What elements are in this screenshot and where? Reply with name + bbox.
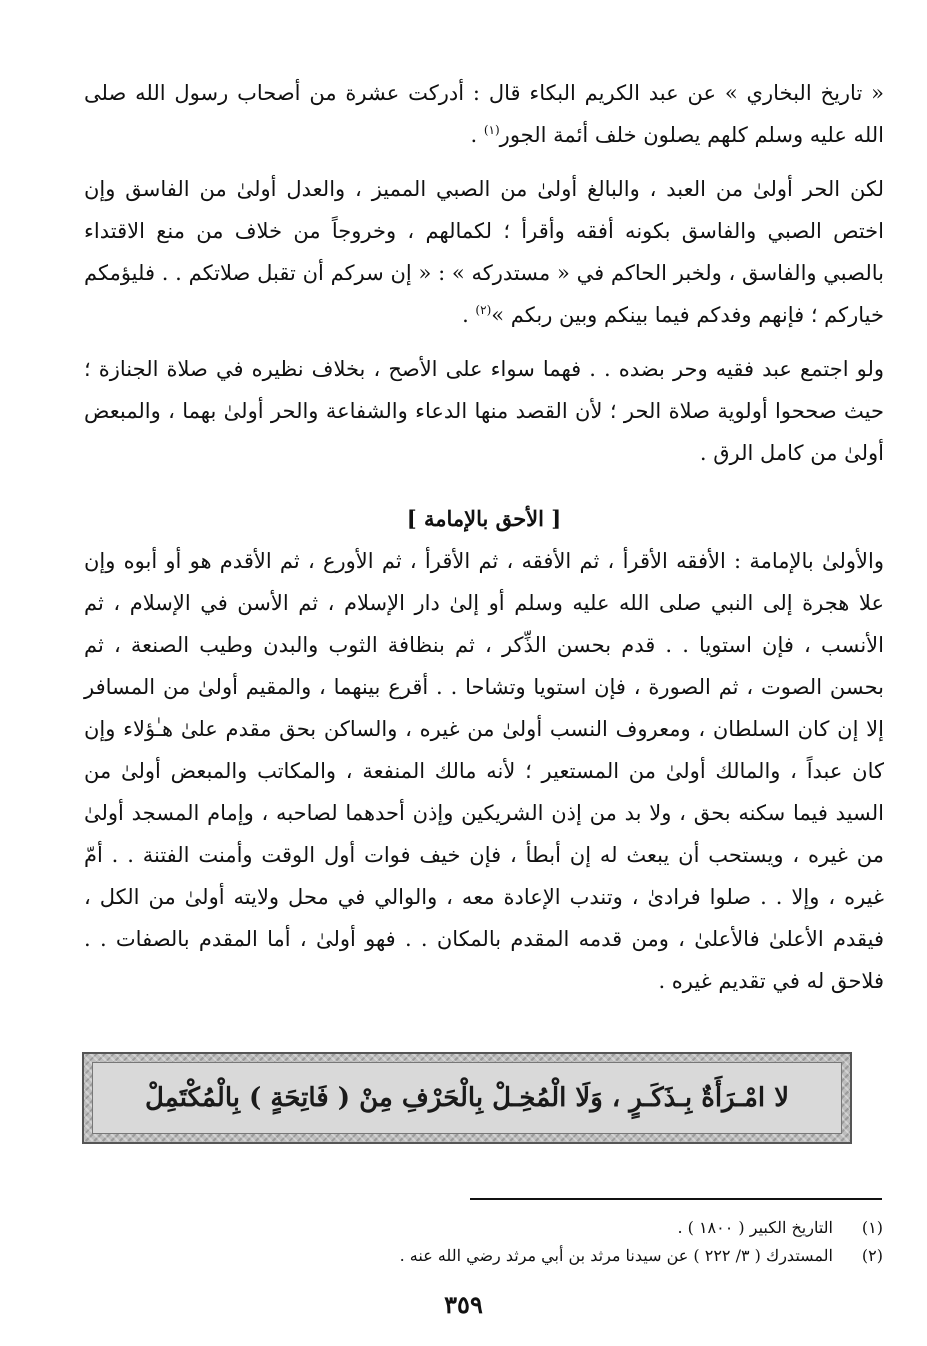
footnote-item [63,1242,883,1270]
section-paragraph: والأولىٰ بالإمامة : الأفقه الأقرأ ، ثم الأفقه ، ثم الأقرأ ، ثم الأورع ، ثم الأقدم هو أو أبوه وإن علا هجرة إلى النبي صلى الله عليه وسلم أو إلىٰ دار الإسلام ، ثم الأسن في الإسلام ، ثم الأنسب ، فإن استويا . . قدم بحسن الذِّكر ، ثم بنظافة الثوب والبدن وطيب الصنعة ، ثم بحسن الصوت ، ثم الصورة ، فإن استويا وتشاحا . . أقرع بينهما ، والمقيم أولىٰ من المسافر إلا إن كان السلطان ، ومعروف النسب أولىٰ من غيره ، والساكن بحق مقدم علىٰ هـٰؤلاء وإن كان عبداً ، والمالك أولىٰ من المستعير ؛ لأنه مالك المنفعة ، والمكاتب والمبعض أولىٰ من السيد فيما سكنه بحق ، ولا بد من إذن الشريكين وإذن أحدهما لصاحبه ، وإمام المسجد أولىٰ من غيره ، ويستحب أن يبعث له إن أبطأ ، فإن خيف فوات أول الوقت وأمنت الفتنة . . أمّ غيره ، وإلا . . صلوا فرادىٰ ، وتندب الإعادة معه ، والوالي في محل ولايته أولىٰ من الكل ، فيقدم الأعلىٰ فالأعلىٰ ، ومن قدمه المقدم بالمكان . . فهو أولىٰ ، أما المقدم بالصفات . . فلاحق له في تقديم غيره . [84,549,885,993]
verse-text: لا امْـرَأَةٌ بِـذَكَـرٍ ، وَلَا الْمُخِـلْ بِالْحَرْفِ مِنْ ( فَاتِحَةٍ ) بِالْمُكْتَمِلْ [144,1083,790,1113]
footnote-divider [470,1198,882,1200]
footnote-number: (١) [861,1218,883,1237]
paragraph-2 [84,168,884,336]
page-number: ٣٥٩ [444,1290,483,1319]
footnotes [63,1214,883,1270]
footnote-item [63,1214,883,1242]
footnote-ref-1: (١) [483,123,500,137]
footnote-text: المستدرك ( ٣/ ٢٢٢ ) عن سيدنا مرثد بن أبي مرثد رضي الله عنه . [399,1246,833,1265]
paragraph-1-text: « تاريخ البخاري » عن عبد الكريم البكاء قال : أدركت عشرة من أصحاب رسول الله صلى الله عليه وسلم كلهم يصلون خلف أئمة الجور [84,81,884,147]
section-heading: [ الأحق بالإمامة ] [406,506,562,531]
footnote-ref-2: (٢) [475,303,492,317]
main-text [84,72,884,1002]
verse-banner [82,1052,852,1144]
paragraph-2-text: لكن الحر أولىٰ من العبد ، والبالغ أولىٰ من الصبي المميز ، والعدل أولىٰ من الفاسق وإن اختص الصبي والفاسق بكونه أفقه وأقرأ ؛ لكمالهم ، وخروجاً من خلاف من منع الاقتداء بالصبي والفاسق ، ولخبر الحاكم في « مستدركه » : « إن سركم أن تقبل صلاتكم . . فليؤمكم خياركم ؛ فإنهم وفدكم فيما بينكم وبين ربكم » [84,177,884,327]
paragraph-2-end: . [462,303,476,327]
paragraph-1-end: . [470,123,484,147]
paragraph-1 [84,72,884,156]
paragraph-3: ولو اجتمع عبد فقيه وحر بضده . . فهما سواء على الأصح ، بخلاف نظيره في صلاة الجنازة ؛ حيث صححوا أولوية صلاة الحر ؛ لأن القصد منها الدعاء والشفاعة والحر أولىٰ بهما ، والمبعض أولىٰ من كامل الرق . [84,357,884,465]
footnote-text: التاريخ الكبير ( ١٨٠٠ ) . [677,1218,833,1237]
footnote-number: (٢) [861,1246,883,1265]
verse-banner-inner [92,1062,842,1134]
